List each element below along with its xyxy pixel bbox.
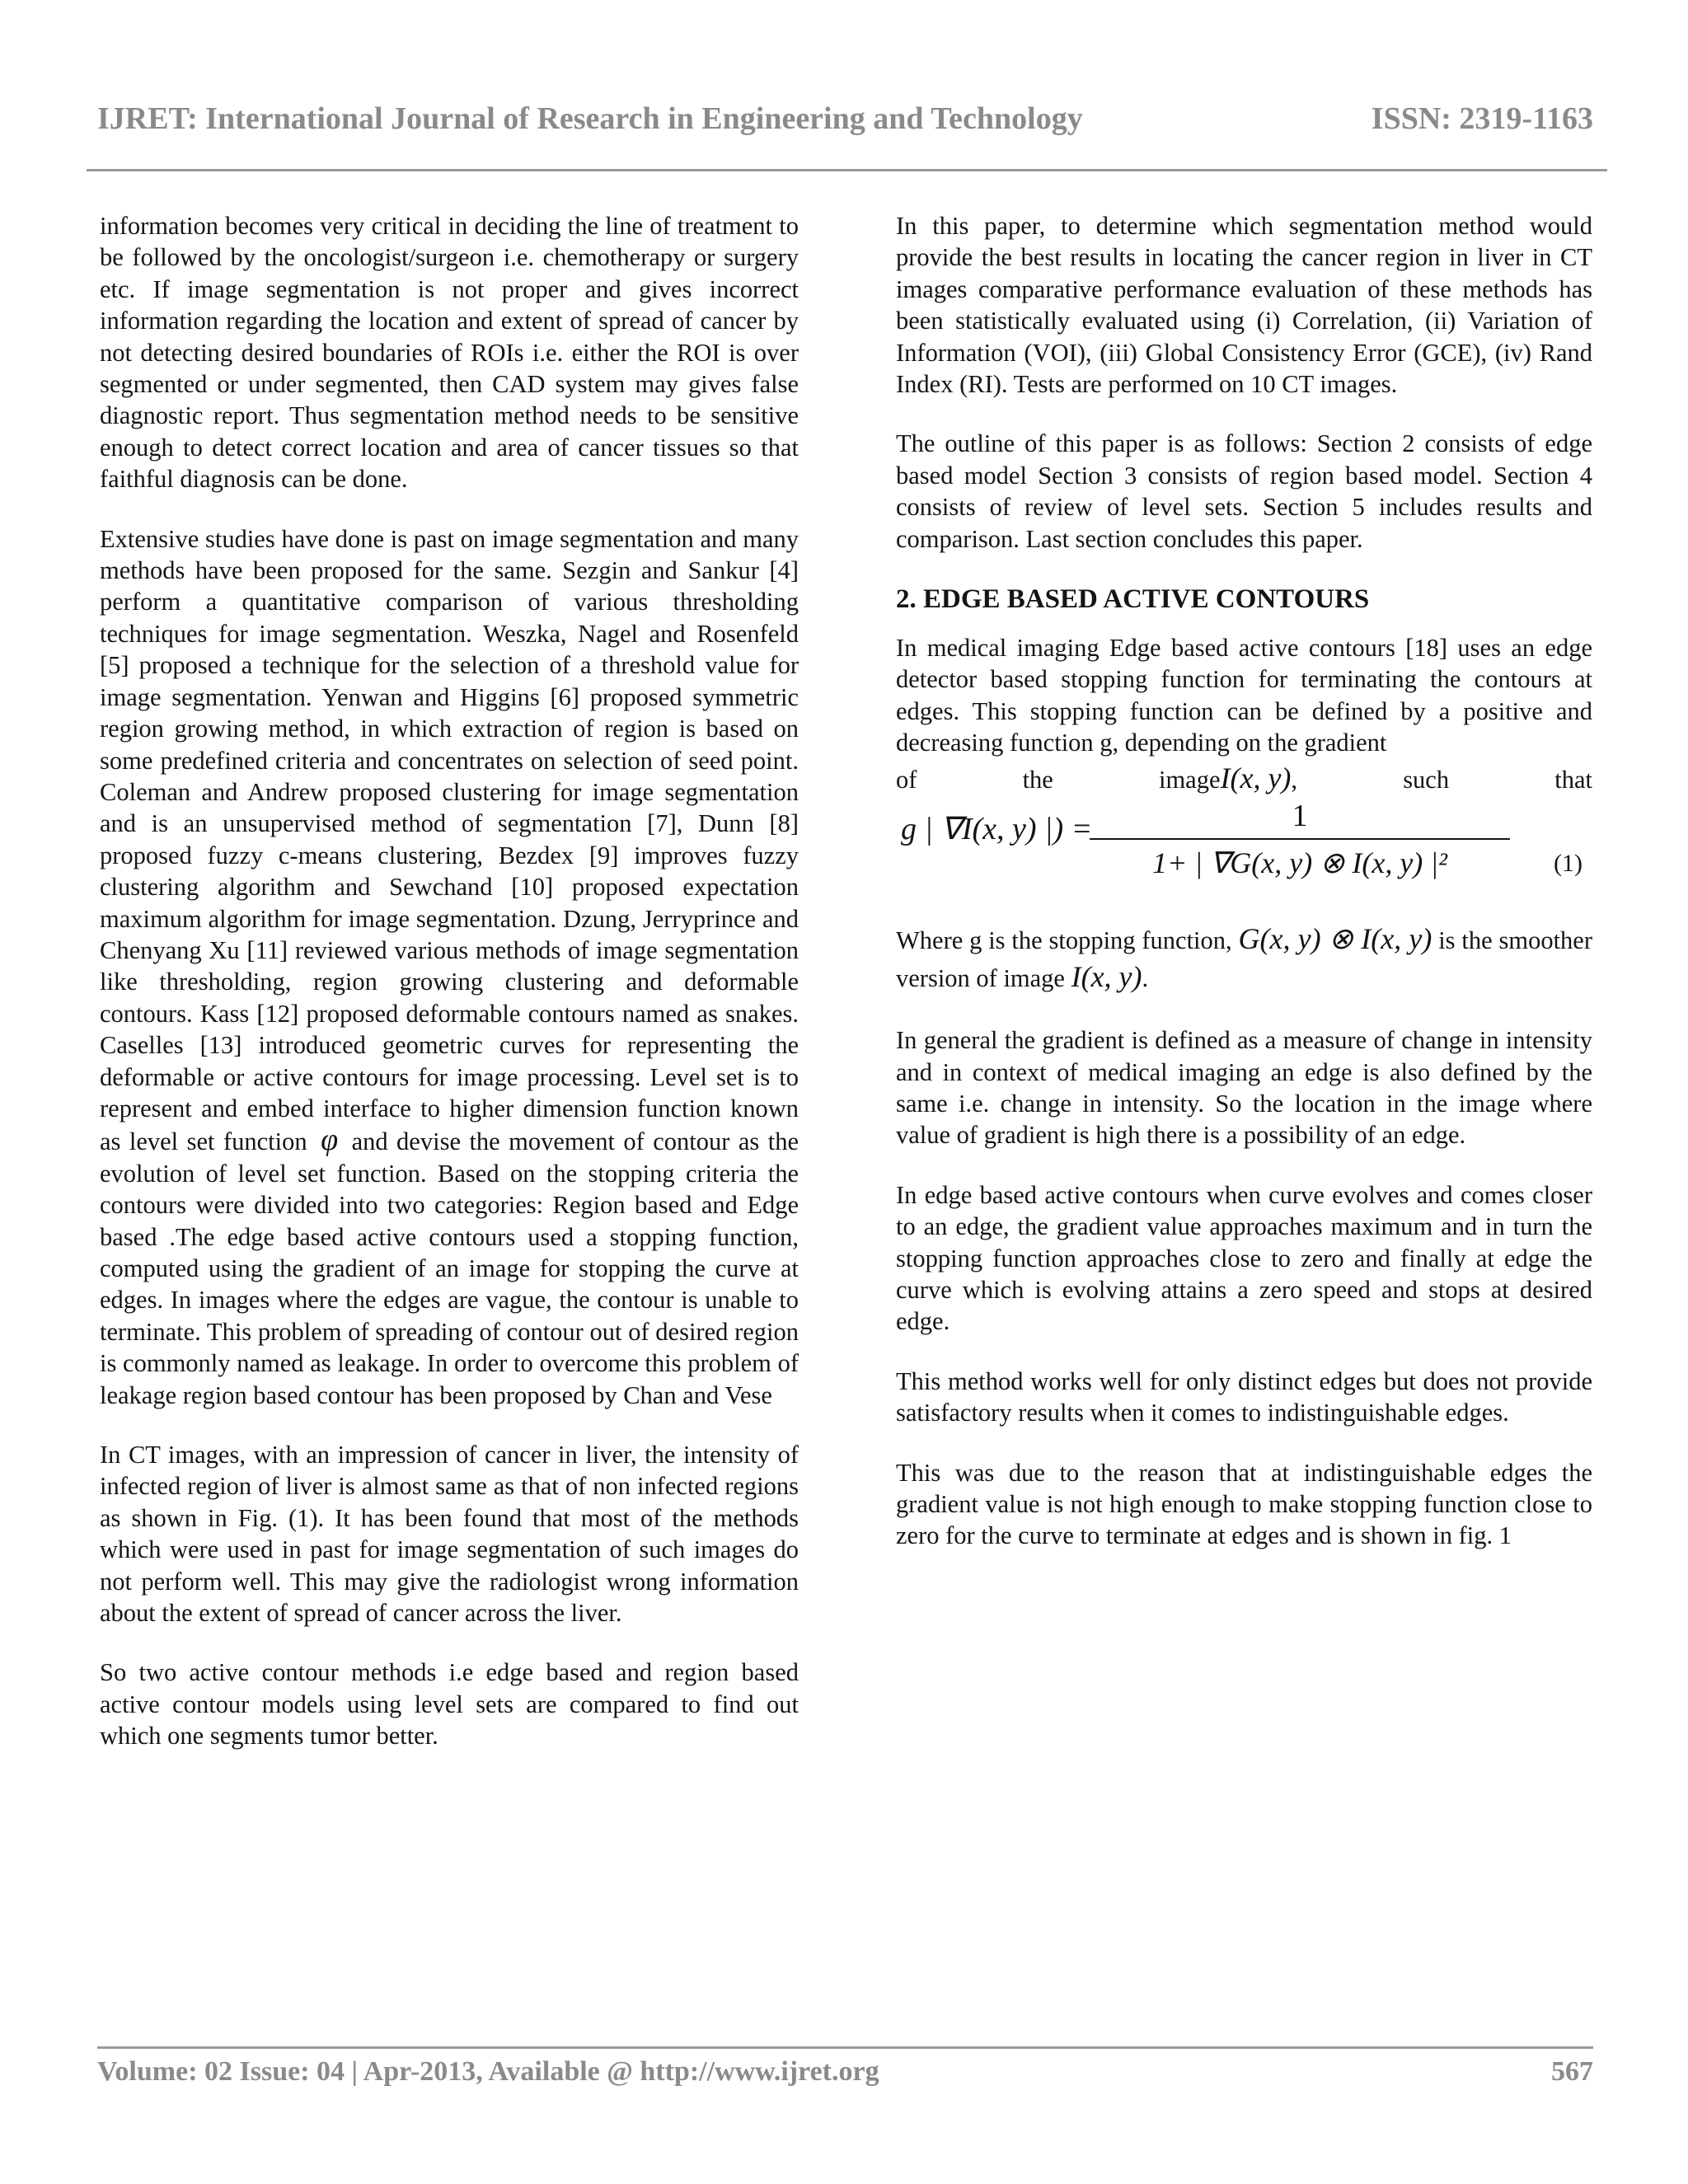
issn-label: ISSN: 2319-1163 bbox=[1371, 101, 1593, 136]
image-phrase bbox=[1159, 762, 1297, 795]
equation-number: (1) bbox=[1554, 850, 1582, 878]
paragraph: In edge based active contours when curve evolves and comes closer to an edge, the gradient value approaches maximum and in turn the stopping function approaches close to zero and finally at edge the curve which is evolving attains a zero speed and stops at desired edge. bbox=[896, 1180, 1592, 1336]
equation-1 bbox=[896, 797, 1592, 896]
period: . bbox=[1142, 964, 1149, 993]
footer-divider bbox=[97, 2046, 1593, 2049]
paragraph bbox=[100, 523, 799, 1411]
page-number: 567 bbox=[1551, 2056, 1593, 2087]
paragraph-text: and devise the movement of contour as the evolution of level set function. Based on the stopping criteria the contours were divided into two categories: Region based and Edge based .The edge based active contours used a stopping function, computed using the gradient of an image for stopping the curve at edges. In images where the edges are vague, the contour is unable to terminate. This problem of spreading of contour out of desired region is commonly named as leakage. In order to overcome this problem of leakage region based contour has been proposed by Chan and Vese bbox=[100, 1127, 799, 1409]
paragraph bbox=[896, 921, 1592, 996]
image-symbol: I(x, y) bbox=[1071, 960, 1142, 994]
equation-intro-line bbox=[896, 762, 1592, 795]
paragraph: information becomes very critical in deciding the line of treatment to be followed by the oncologist/surgeon i.e. chemotherapy or surgery etc. If image segmentation is not proper and gives incorrect information regarding the location and extent of spread of cancer by not detecting desired boundaries of ROIs i.e. either the ROI is over segmented or under segmented, then CAD system may gives false diagnostic report. Thus segmentation method needs to be sensitive enough to detect correct location and area of cancer tissues so that faithful diagnosis can be done. bbox=[100, 212, 799, 494]
equation-numerator: 1 bbox=[1292, 799, 1308, 834]
equation-denominator: 1+ | ∇G(x, y) ⊗ I(x, y) |² bbox=[1152, 846, 1447, 880]
smoothed-image-expression: G(x, y) ⊗ I(x, y) bbox=[1238, 922, 1432, 956]
paragraph-text: Extensive studies have done is past on image segmentation and many methods have been proposed for the same. Sezgin and Sankur [4] perform a quantitative comparison of various thresholding techniques for image segmentation. Weszka, Nagel and Rosenfeld [5] proposed a technique for the selection of a threshold value for image segmentation. Yenwan and Higgins [6] proposed symmetric region growing method, in which extraction of region is based on some predefined criteria and concentrates on selection of seed point. Coleman and Andrew proposed clustering for image segmentation and is an unsupervised method of segmentation [7], Dunn [8] proposed fuzzy c-means clustering, Bezdex [9] improves fuzzy clustering algorithm and Sewchand [10] proposed expectation maximum algorithm for image segmentation. Dzung, Jerryprince and Chenyang Xu [11] reviewed various methods of image segmentation like thresholding, region growing clustering and deformable contours. Kass [12] proposed deformable contours named as snakes. Caselles [13] introduced geometric curves for representing the deformable or active contours for image processing. Level set is to represent and embed interface to higher dimension function known as level set function bbox=[100, 524, 799, 1156]
volume-info: Volume: 02 Issue: 04 | Apr-2013, Available @ http://www.ijret.org bbox=[97, 2056, 879, 2087]
paragraph-text: is the smoother version of image bbox=[896, 926, 1592, 993]
image-symbol: I(x, y) bbox=[1220, 761, 1292, 794]
equation-lhs: g | ∇I(x, y) |) = bbox=[901, 812, 1093, 847]
word: the bbox=[1022, 765, 1053, 794]
right-column bbox=[896, 210, 1592, 1580]
equation-fraction bbox=[1090, 797, 1510, 881]
paragraph: In general the gradient is defined as a measure of change in intensity and in context of medical imaging an edge is also defined by the same i.e. change in intensity. So the location in the image where value of gradient is high there is a possibility of an edge. bbox=[896, 1026, 1592, 1150]
paragraph: The outline of this paper is as follows: Section 2 consists of edge based model Section 3 consists of region based model. Section 4 consists of review of level sets. Section 5 includes results and comparison. Last section concludes this paper. bbox=[896, 429, 1592, 553]
paragraph: So two active contour methods i.e edge based and region based active contour models using level sets are compared to find out which one segments tumor better. bbox=[100, 1658, 799, 1750]
word: of bbox=[896, 765, 917, 794]
paragraph: This method works well for only distinct edges but does not provide satisfactory results when it comes to indistinguishable edges. bbox=[896, 1366, 1592, 1427]
word: such bbox=[1403, 765, 1450, 794]
paragraph: In CT images, with an impression of cancer in liver, the intensity of infected region of liver is almost same as that of non infected regions as shown in Fig. (1). It has been found that most of the methods which were used in past for image segmentation of such images do not perform well. This may give the radiologist wrong information about the extent of spread of cancer across the liver. bbox=[100, 1441, 799, 1628]
page-header bbox=[97, 101, 1593, 142]
section-heading: 2. EDGE BASED ACTIVE CONTOURS bbox=[896, 584, 1370, 615]
header-divider bbox=[87, 169, 1607, 171]
word: that bbox=[1554, 765, 1592, 794]
journal-title: IJRET: International Journal of Research in Engineering and Technology bbox=[97, 101, 1083, 136]
phi-symbol: φ bbox=[321, 1122, 339, 1158]
paragraph: In medical imaging Edge based active contours [18] uses an edge detector based stopping function for terminating the contours at edges. This stopping function can be defined by a positive and decreasing function g, depending on the gradient bbox=[896, 634, 1592, 757]
left-column bbox=[100, 210, 799, 1780]
paragraph-text: Where g is the stopping function, bbox=[896, 926, 1232, 955]
fraction-bar bbox=[1090, 838, 1510, 840]
word: image bbox=[1158, 765, 1221, 794]
paragraph: This was due to the reason that at indistinguishable edges the gradient value is not high enough to make stopping function close to zero for the curve to terminate at edges and is shown in fig. 1 bbox=[896, 1458, 1592, 1550]
paragraph: In this paper, to determine which segmentation method would provide the best results in locating the cancer region in liver in CT images comparative performance evaluation of these methods has been statistically evaluated using (i) Correlation, (ii) Variation of Information (VOI), (iii) Global Consistency Error (GCE), (iv) Rand Index (RI). Tests are performed on 10 CT images. bbox=[896, 212, 1592, 399]
comma: , bbox=[1291, 765, 1298, 794]
